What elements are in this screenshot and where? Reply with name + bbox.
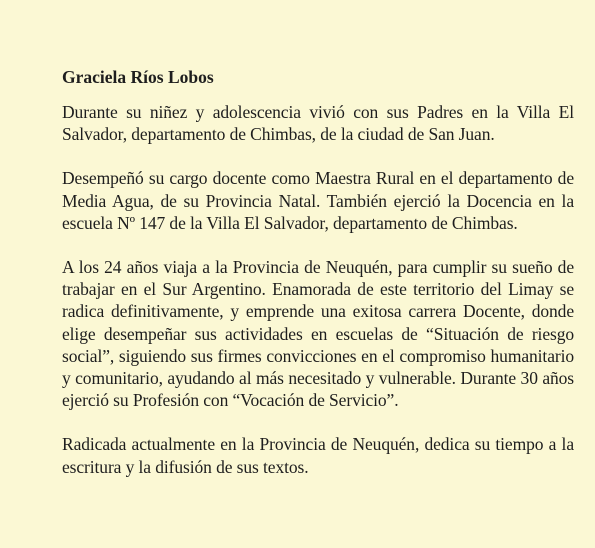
bio-paragraph-neuquen: A los 24 años viaja a la Provincia de Neuquén, para cumplir su sueño de trabajar en el Sur Argentino. Enamorada de este territorio del Limay se radica definitivamente, y emprende una exitosa carrera Docente, donde elige desempeñar sus actividades en escuelas de “Situación de riesgo social”, siguiendo sus firmes convicciones en el compromiso humanitario y comunitario, ayudando al más necesitado y vulnerable. Durante 30 años ejerció su Profesión con “Vocación de Servicio”.	[62, 257, 574, 411]
bio-paragraph-current: Radicada actualmente en la Provincia de Neuquén, dedica su tiempo a la escritura y la difusión de sus textos.	[62, 434, 574, 477]
bio-paragraph-childhood: Durante su niñez y adolescencia vivió con sus Padres en la Villa El Salvador, departamento de Chimbas, de la ciudad de San Juan.	[62, 102, 574, 145]
bio-paragraph-teaching: Desempeñó su cargo docente como Maestra Rural en el departamento de Media Agua, de su Provincia Natal. También ejerció la Docencia en la escuela Nº 147 de la Villa El Salvador, departamento de Chimbas.	[62, 168, 574, 233]
biography-page	[62, 66, 574, 478]
author-name: Graciela Ríos Lobos	[62, 67, 214, 87]
